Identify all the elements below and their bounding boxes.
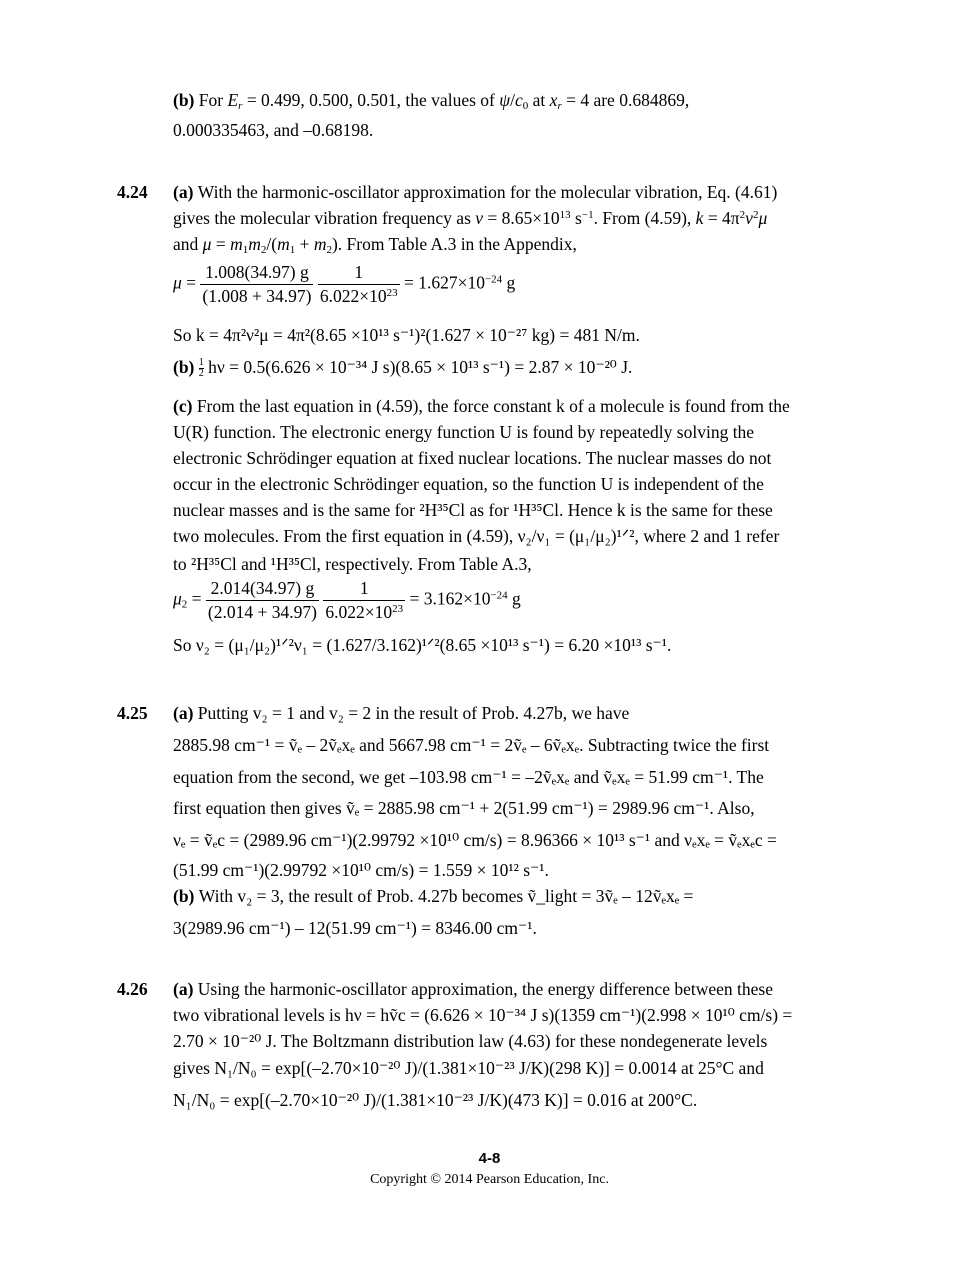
p426a-line3: 2.70 × 10⁻²⁰ J. The Boltzmann distribution law (4.63) for these nondegenerate levels [173, 1031, 768, 1051]
p425b-line1: (b) With v₂ = 3, the result of Prob. 4.27b becomes ṽ_light = 3ṽₑ – 12ṽₑxₑ = [173, 886, 694, 906]
p425a-line6: (51.99 cm⁻¹)(2.99792 ×10¹⁰ cm/s) = 1.559 × 10¹² s⁻¹. [173, 860, 549, 880]
p425a-line5: νₑ = ṽₑc = (2989.96 cm⁻¹)(2.99792 ×10¹⁰ cm/s) = 8.96366 × 10¹³ s⁻¹ and νₑxₑ = ṽₑxₑc = [173, 830, 777, 850]
p425a-line3: equation from the second, we get –103.98 cm⁻¹ = –2ṽₑxₑ and ṽₑxₑ = 51.99 cm⁻¹. The [173, 767, 764, 787]
copyright-notice: Copyright © 2014 Pearson Education, Inc. [370, 1172, 609, 1187]
p424c-line4: occur in the electronic Schrödinger equation, so the function U is independent of the [173, 474, 764, 494]
p426a-line1: (a) Using the harmonic-oscillator approximation, the energy difference between these [173, 979, 773, 999]
p424-k-result: So k = 4π²ν²μ = 4π²(8.65 ×10¹³ s⁻¹)²(1.627 × 10⁻²⁷ kg) = 481 N/m. [173, 325, 640, 345]
p426a-line5: N₁/N₀ = exp[(–2.70×10⁻²⁰ J)/(1.381×10⁻²³ J/K)(473 K)] = 0.016 at 200°C. [173, 1090, 698, 1110]
p424a-line3: and $\mu = m_1m_2/(m_1 + m_2)$. From Table A.3 in the Appendix, [173, 234, 577, 256]
problem-number-4-24: 4.24 [117, 182, 148, 202]
p424-mu-equation: μ = $\frac{1.008(34.97) g}{(1.008 + 34.97)}$ $\frac{1}{6.022\times 10^{23}}$ = $1.627\times 10^{-24}$ g [173, 262, 516, 306]
p425a-line4: first equation then gives ṽₑ = 2885.98 cm⁻¹ + 2(51.99 cm⁻¹) = 2989.96 cm⁻¹. Also, [173, 798, 755, 818]
p426a-line4: gives N₁/N₀ = exp[(–2.70×10⁻²⁰ J)/(1.381×10⁻²³ J/K)(298 K)] = 0.0014 at 25°C and [173, 1058, 764, 1078]
p424c-line2: U(R) function. The electronic energy function U is found by repeatedly solving the [173, 422, 755, 442]
p426a-line2: two vibrational levels is hν = hṽc = (6.626 × 10⁻³⁴ J s)(1359 cm⁻¹)(2.998 × 10¹⁰ cm/s) = [173, 1005, 793, 1025]
p425a-line2: 2885.98 cm⁻¹ = ṽₑ – 2ṽₑxₑ and 5667.98 cm⁻¹ = 2ṽₑ – 6ṽₑxₑ. Subtracting twice the first [173, 735, 770, 755]
p424c-line1: (c) From the last equation in (4.59), the force constant k of a molecule is found from the [173, 396, 790, 416]
problem-number-4-25: 4.25 [117, 703, 148, 723]
p424c-line7: to ²H³⁵Cl and ¹H³⁵Cl, respectively. From Table A.3, [173, 554, 532, 574]
p424a-line1: (a) With the harmonic-oscillator approximation for the molecular vibration, Eq. (4.61) [173, 182, 778, 202]
p424a-line2: gives the molecular vibration frequency as $\nu = 8.65\times 10^{13}$ $s^{-1}$. From (4.59), $k = 4\pi^2\nu^2\mu$ [173, 208, 768, 228]
p423b-line2: 0.000335463, and –0.68198. [173, 120, 374, 140]
p425b-line2: 3(2989.96 cm⁻¹) – 12(51.99 cm⁻¹) = 8346.00 cm⁻¹. [173, 918, 537, 938]
p424c-line6: two molecules. From the first equation in (4.59), ν₂/ν₁ = (μ₁/μ₂)¹ᐟ², where 2 and 1 refer [173, 526, 780, 546]
p424b-line: (b) $\frac{1}{2}$ hν = 0.5(6.626 × 10⁻³⁴ J s)(8.65 × 10¹³ s⁻¹) = 2.87 × 10⁻²⁰ J. [173, 357, 633, 380]
p424-mu2-equation: $\mu_2$ = $\frac{2.014(34.97) g}{(2.014 + 34.97)}$ $\frac{1}{6.022\times 10^{23}}$ = $3.162\times 10^{-24}$ g [173, 578, 521, 622]
p425a-line1: (a) Putting v₂ = 1 and v₂ = 2 in the result of Prob. 4.27b, we have [173, 703, 630, 723]
page-number: 4-8 [478, 1150, 501, 1167]
p424c-line3: electronic Schrödinger equation at fixed nuclear locations. The nuclear masses do not [173, 448, 772, 468]
p424c-line5: nuclear masses and is the same for ²H³⁵Cl as for ¹H³⁵Cl. Hence k is the same for these [173, 500, 773, 520]
p424-nu2-result: So ν₂ = (μ₁/μ₂)¹ᐟ²ν₁ = (1.627/3.162)¹ᐟ²(8.65 ×10¹³ s⁻¹) = 6.20 ×10¹³ s⁻¹. [173, 635, 672, 655]
problem-number-4-26: 4.26 [117, 979, 148, 999]
p423b-line1: (b) For $E_r = 0.499$, 0.500, 0.501, the values of $\psi/c_0$ at $x_r = 4$ are 0.684869, [173, 90, 690, 112]
